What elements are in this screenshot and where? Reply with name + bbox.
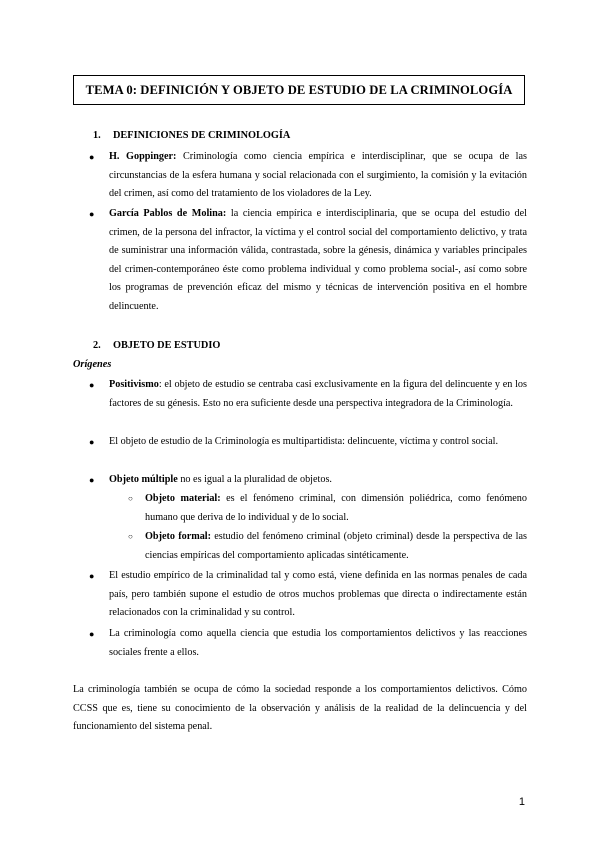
bullet-icon: ● <box>89 152 95 162</box>
section-1-title: DEFINICIONES DE CRIMINOLOGÍA <box>113 130 291 141</box>
bullet-icon: ● <box>89 380 95 390</box>
circle-bullet-icon: ○ <box>128 494 133 503</box>
bullet-icon: ● <box>89 571 95 581</box>
item-term: Objeto formal: <box>145 531 212 542</box>
list-item <box>109 625 527 662</box>
item-term: H. Goppinger: <box>109 151 177 162</box>
section-2-subheading: Orígenes <box>73 359 112 370</box>
list-item <box>109 433 527 452</box>
item-text: El estudio empírico de la criminalidad tal y como está, viene definida en las normas penales de cada país, pero también supone el estudio de otros muchos problemas que directa o indirectamente están relacionados con la criminalidad y su control. <box>109 570 527 619</box>
document-title: TEMA 0: DEFINICIÓN Y OBJETO DE ESTUDIO DE LA CRIMINOLOGÍA <box>85 82 513 97</box>
list-item <box>109 376 527 413</box>
section-2-number: 2. <box>93 340 101 351</box>
item-text: La criminología como aquella ciencia que estudia los comportamientos delictivos y las reacciones sociales frente a ellos. <box>109 628 527 658</box>
sub-list-item <box>145 528 527 565</box>
item-text: no es igual a la pluralidad de objetos. <box>177 474 332 485</box>
list-item <box>109 205 527 317</box>
section-1-heading <box>93 130 290 141</box>
document-title-box <box>73 75 525 105</box>
item-text: : el objeto de estudio se centraba casi exclusivamente en la figura del delincuente y en los factores de su génesis. Esto no era suficiente desde una perspectiva integradora de la Criminología. <box>109 379 527 409</box>
item-text: es el fenómeno criminal, con dimensión poliédrica, como fenómeno humano que deriva de lo individual y de lo social. <box>145 493 527 523</box>
section-2-title: OBJETO DE ESTUDIO <box>113 340 221 351</box>
item-text: estudio del fenómeno criminal (objeto criminal) desde la perspectiva de las ciencias empíricas del comportamiento aplicadas sintéticamente. <box>145 531 527 561</box>
item-text: la ciencia empírica e interdisciplinaria, que se ocupa del estudio del crimen, de la persona del infractor, la víctima y el control social del comportamiento delictivo, y trata de suministrar una información válida, contrastada, sobre la génesis, dinámica y variables principales del crimen-contemporáneo éste como problema individual y como problema social-, así como sobre los programas de prevención eficaz del mismo y técnicas de intervención positiva en el hombre delincuente. <box>109 208 527 312</box>
sub-list-item <box>145 490 527 527</box>
list-item <box>109 148 527 204</box>
list-item <box>109 471 527 490</box>
section-1-number: 1. <box>93 130 101 141</box>
section-2-heading <box>93 340 220 351</box>
item-term: García Pablos de Molina: <box>109 208 227 219</box>
item-term: Objeto múltiple <box>109 474 178 485</box>
bullet-icon: ● <box>89 629 95 639</box>
circle-bullet-icon: ○ <box>128 532 133 541</box>
item-text: Criminología como ciencia empírica e interdisciplinar, que se ocupa de las circunstancias de la esfera humana y social relacionada con el surgimiento, la comisión y la evitación del crimen, así como del tratamiento de los violadores de la Ley. <box>109 151 527 200</box>
bullet-icon: ● <box>89 209 95 219</box>
closing-paragraph: La criminología también se ocupa de cómo la sociedad responde a los comportamientos delictivos. Cómo CCSS que es, tiene su conocimiento de la observación y análisis de la realidad de la delincuencia y del funcionamiento del sistema penal. <box>73 684 527 733</box>
list-item <box>109 567 527 623</box>
item-text: El objeto de estudio de la Criminología es multipartidista: delincuente, víctima y control social. <box>109 436 499 447</box>
page-number: 1 <box>518 796 525 808</box>
bullet-icon: ● <box>89 437 95 447</box>
item-term: Positivismo <box>109 379 159 390</box>
bullet-icon: ● <box>89 475 95 485</box>
item-term: Objeto material: <box>145 493 221 504</box>
